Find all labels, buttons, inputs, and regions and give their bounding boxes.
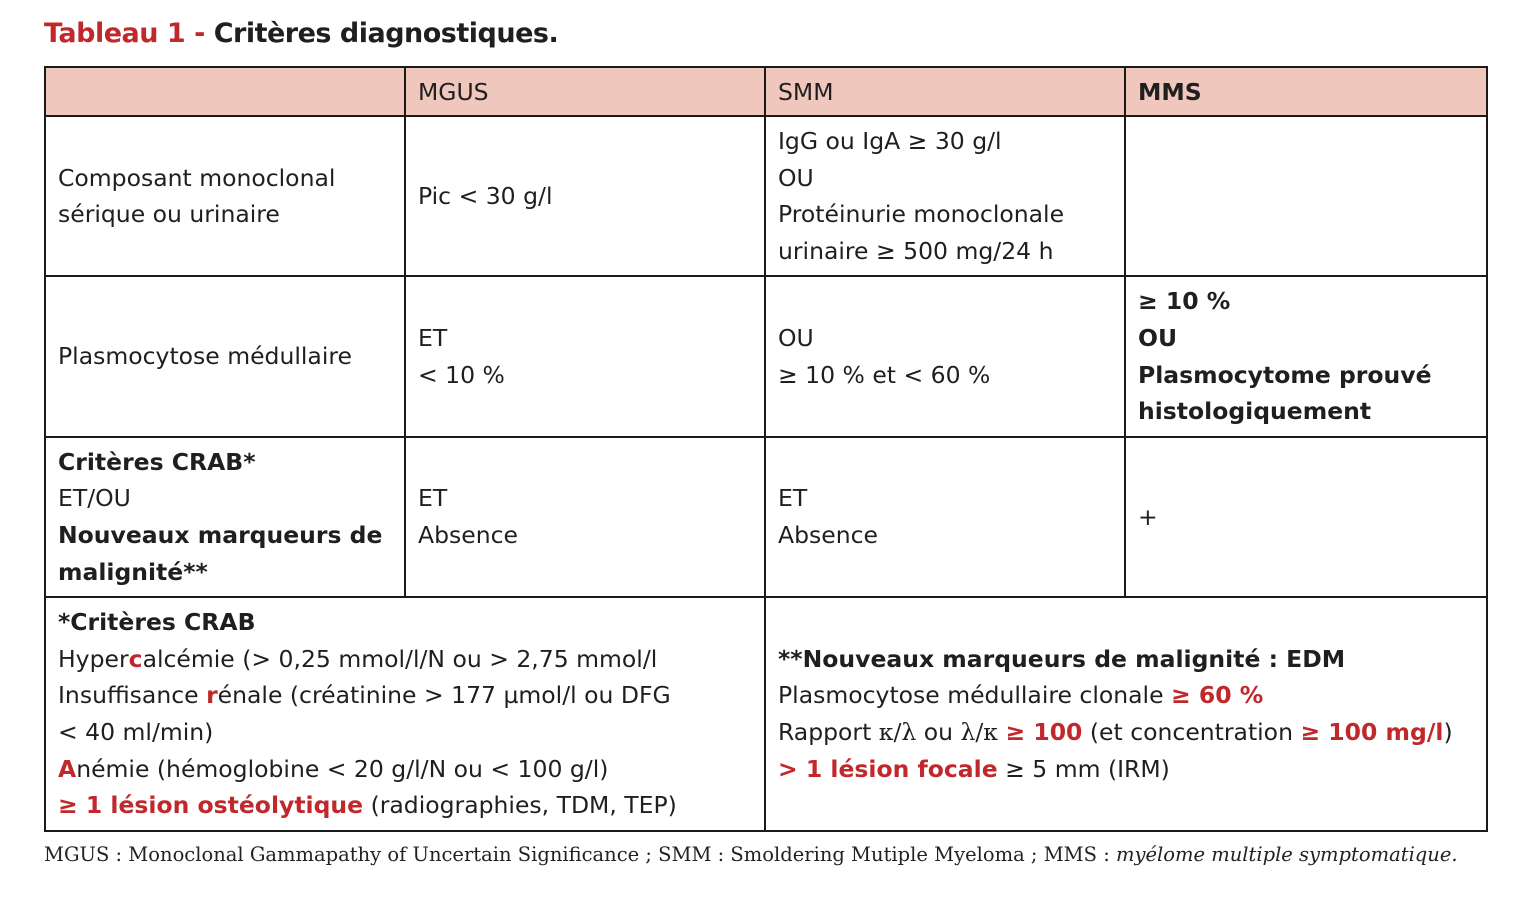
cell-line: ET [418, 323, 448, 352]
header-cell-mgus: MGUS [405, 67, 765, 116]
cell-line: OU [778, 323, 814, 352]
cell-smm-monoclonal [765, 116, 1125, 276]
cell-line: ET [418, 484, 448, 513]
header-cell-mms: MMS [1125, 67, 1487, 116]
text-part: κ/λ [878, 717, 917, 746]
text-part: ≥ 5 mm (IRM) [997, 754, 1170, 783]
cell-line: Composant monoclonal [58, 163, 336, 192]
table-header-row [45, 67, 1487, 116]
row-label-monoclonal [45, 116, 405, 276]
cell-line: < 10 % [418, 360, 505, 389]
cell-line: histologiquement [1138, 397, 1372, 426]
cell-mgus-plasmocytose [405, 276, 765, 436]
edm-heading: **Nouveaux marqueurs de malignité : EDM [778, 644, 1346, 673]
cell-line: Plasmocytome prouvé [1138, 360, 1432, 389]
cell-line: ≥ 10 % [1138, 287, 1231, 316]
cell-line: OU [1138, 323, 1178, 352]
text-part: alcémie (> 0,25 mmol/l/N ou > 2,75 mmol/l [142, 644, 658, 673]
edm-lesion [778, 751, 1474, 788]
crab-heading: *Critères CRAB [58, 608, 256, 637]
table-row [45, 116, 1487, 276]
header-cell-smm: SMM [765, 67, 1125, 116]
cell-line: OU [778, 163, 814, 192]
text-part: ou [916, 717, 961, 746]
cell-mms-monoclonal [1125, 116, 1487, 276]
text-part: Rapport [778, 717, 879, 746]
text-part-highlight: ≥ 100 mg/l [1300, 717, 1444, 746]
cell-line: Nouveaux marqueurs de [58, 520, 383, 549]
text-part: λ/κ [960, 717, 998, 746]
cell-line: ET [778, 484, 808, 513]
crab-bone [58, 787, 752, 824]
text-part: Plasmocytose médullaire clonale [778, 681, 1172, 710]
edm-criteria-cell [765, 597, 1487, 831]
cell-mms-plasmocytose [1125, 276, 1487, 436]
text-part: (radiographies, TDM, TEP) [363, 791, 677, 820]
table-row [45, 597, 1487, 831]
crab-criteria-cell [45, 597, 765, 831]
table-footnote [44, 843, 1458, 866]
crab-anemia [58, 751, 752, 788]
text-part-highlight: ≥ 100 [1005, 717, 1083, 746]
table-title-text: Critères diagnostiques. [213, 18, 559, 49]
footnote-italic: myélome multiple symptomatique. [1115, 843, 1458, 866]
text-part: (et concentration [1082, 717, 1301, 746]
edm-plasmocytose [778, 677, 1474, 714]
cell-line: Critères CRAB* [58, 447, 256, 476]
row-label-plasmocytose: Plasmocytose médullaire [45, 276, 405, 436]
text-part: Hyper [58, 644, 129, 673]
cell-line: Absence [778, 520, 878, 549]
text-part-highlight: ≥ 1 lésion ostéolytique [58, 791, 364, 820]
table-row [45, 437, 1487, 597]
footnote-text: MGUS : Monoclonal Gammapathy of Uncertain Significance ; SMM : Smoldering Mutiple Myeloma ; MMS : [44, 843, 1116, 866]
text-part-highlight: r [206, 681, 218, 710]
header-cell-empty [45, 67, 405, 116]
row-label-crab [45, 437, 405, 597]
cell-mgus-crab [405, 437, 765, 597]
crab-hypercalcemia [58, 641, 752, 678]
text-part: énale (créatinine > 177 µmol/l ou DFG [217, 681, 671, 710]
text-part-highlight: ≥ 60 % [1171, 681, 1264, 710]
text-part-highlight: > 1 lésion focale [778, 754, 998, 783]
cell-line: IgG ou IgA ≥ 30 g/l [778, 127, 1002, 155]
cell-line: Absence [418, 520, 518, 549]
cell-line: malignité** [58, 557, 208, 586]
edm-ratio [778, 714, 1474, 751]
cell-smm-plasmocytose [765, 276, 1125, 436]
text-part: némie (hémoglobine < 20 g/l/N ou < 100 g/l) [76, 754, 609, 783]
cell-smm-crab [765, 437, 1125, 597]
cell-line: ET/OU [58, 484, 131, 513]
crab-renal [58, 677, 752, 714]
table-title [44, 18, 558, 49]
cell-line: sérique ou urinaire [58, 200, 280, 229]
table-title-lead: Tableau 1 - [44, 18, 214, 49]
table-row [45, 276, 1487, 436]
text-part: ) [1443, 717, 1453, 746]
text-part-highlight: A [58, 754, 77, 783]
text-part-highlight: c [128, 644, 143, 673]
text-part: Insuffisance [58, 681, 207, 710]
crab-renal-cont: < 40 ml/min) [58, 717, 214, 746]
criteria-table [44, 66, 1488, 832]
cell-line: Protéinurie monoclonale [778, 200, 1065, 229]
cell-line: urinaire ≥ 500 mg/24 h [778, 236, 1054, 265]
cell-mgus-monoclonal: Pic < 30 g/l [405, 116, 765, 276]
cell-line: ≥ 10 % et < 60 % [778, 360, 991, 389]
cell-mms-crab: + [1125, 437, 1487, 597]
